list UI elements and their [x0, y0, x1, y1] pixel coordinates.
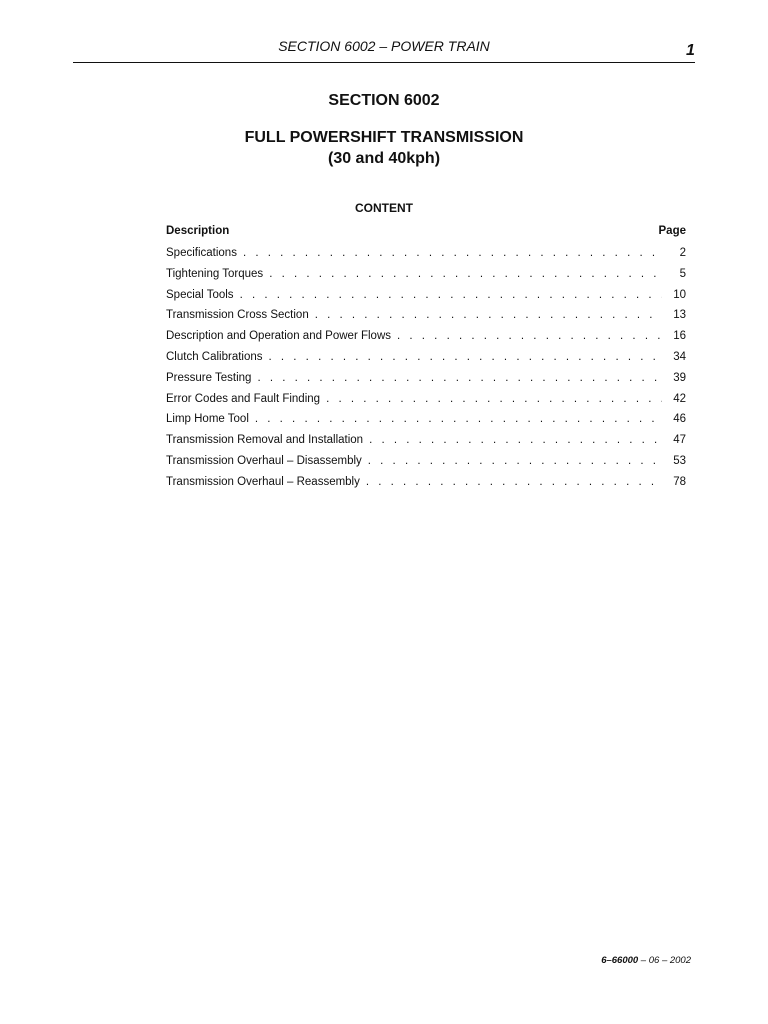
- table-of-contents: [166, 222, 686, 493]
- toc-entry-label: Transmission Overhaul – Reassembly: [166, 475, 360, 488]
- toc-leader-dots: [269, 264, 662, 285]
- toc-entry-label: Description and Operation and Power Flows: [166, 330, 392, 343]
- toc-leader-dots: [240, 285, 662, 306]
- toc-entry-page: 34: [673, 350, 686, 363]
- page-footer: [560, 955, 691, 966]
- toc-entry-page: 39: [673, 371, 686, 384]
- toc-entry-label: Limp Home Tool: [166, 413, 249, 426]
- toc-leader-dots: [366, 472, 662, 493]
- toc-entry-label: Error Codes and Fault Finding: [166, 392, 321, 405]
- toc-entry-page: 47: [673, 434, 686, 447]
- page-number: 1: [686, 42, 695, 59]
- toc-entry-label: Transmission Cross Section: [166, 309, 309, 322]
- toc-entry: [166, 326, 686, 347]
- header-divider: [73, 62, 695, 63]
- toc-entry: [166, 472, 686, 493]
- running-header-title: SECTION 6002 – POWER TRAIN: [278, 38, 490, 54]
- toc-entry: [166, 430, 686, 451]
- toc-leader-dots: [243, 243, 662, 264]
- document-title: [0, 127, 768, 169]
- toc-entry: [166, 305, 686, 326]
- footer-doc-number: 6–66000: [601, 955, 639, 966]
- toc-entry-page: 13: [673, 309, 686, 322]
- toc-entry-label: Special Tools: [166, 288, 234, 301]
- toc-leader-dots: [269, 347, 662, 368]
- toc-entry-label: Tightening Torques: [166, 267, 264, 280]
- toc-entry: [166, 368, 686, 389]
- document-title-line-1: FULL POWERSHIFT TRANSMISSION: [244, 129, 524, 146]
- toc-entry-page: 16: [673, 330, 686, 343]
- toc-entry: [166, 264, 686, 285]
- toc-leader-dots: [368, 451, 662, 472]
- toc-entry-label: Transmission Overhaul – Disassembly: [166, 454, 362, 467]
- section-title: SECTION 6002: [328, 92, 440, 109]
- toc-entry-page: 2: [679, 247, 686, 259]
- document-title-line-2: (30 and 40kph): [327, 150, 441, 167]
- toc-page-header: Page: [658, 225, 686, 237]
- toc-entry-page: 46: [673, 413, 686, 426]
- toc-leader-dots: [257, 368, 662, 389]
- toc-entry: [166, 285, 686, 306]
- toc-description-header: Description: [166, 225, 230, 237]
- toc-entry-label: Clutch Calibrations: [166, 350, 263, 363]
- toc-leader-dots: [326, 389, 662, 410]
- toc-leader-dots: [315, 305, 662, 326]
- toc-leader-dots: [369, 430, 662, 451]
- toc-entry-page: 78: [673, 475, 686, 488]
- footer-date: – 06 – 2002: [638, 955, 691, 966]
- toc-entry-label: Specifications: [166, 247, 237, 259]
- toc-entry-label: Transmission Removal and Installation: [166, 434, 364, 447]
- toc-entry-page: 42: [673, 392, 686, 405]
- toc-header-row: [166, 222, 686, 243]
- toc-entry-page: 5: [679, 267, 686, 280]
- toc-entry: [166, 409, 686, 430]
- toc-entry: [166, 389, 686, 410]
- toc-entry-page: 10: [673, 288, 686, 301]
- toc-entry-page: 53: [673, 454, 686, 467]
- content-heading: CONTENT: [355, 201, 413, 215]
- toc-entry-label: Pressure Testing: [166, 371, 252, 384]
- toc-entry: [166, 243, 686, 264]
- toc-entry: [166, 347, 686, 368]
- toc-leader-dots: [255, 409, 662, 430]
- toc-entry: [166, 451, 686, 472]
- toc-leader-dots: [397, 326, 662, 347]
